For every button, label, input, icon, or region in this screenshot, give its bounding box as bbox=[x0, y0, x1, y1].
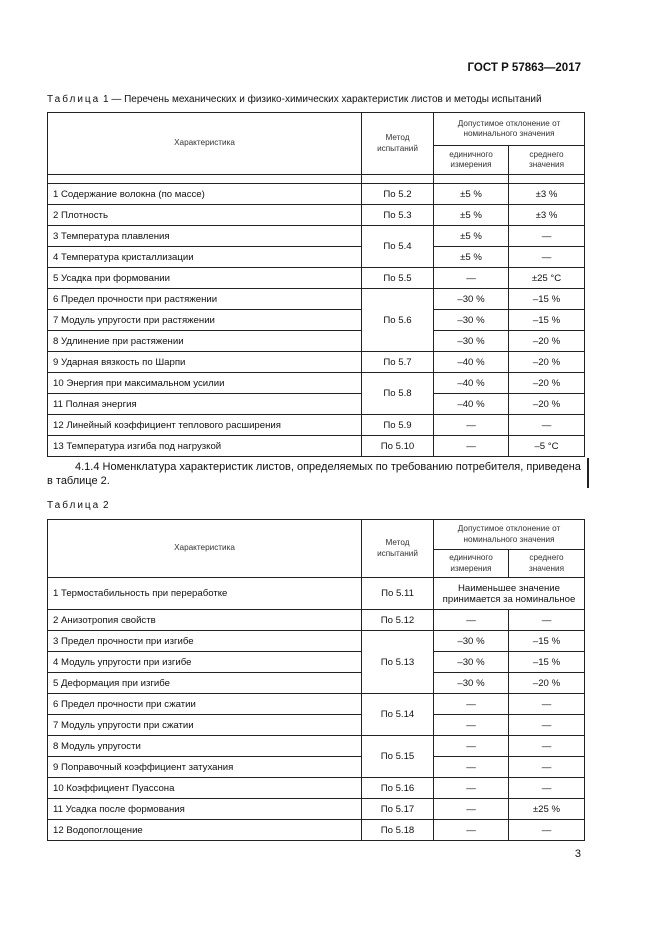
table-row bbox=[48, 610, 585, 631]
change-bar bbox=[587, 458, 589, 488]
table2-caption-word: Таблица bbox=[47, 500, 101, 511]
row-method: По 5.13 bbox=[362, 631, 434, 694]
table-row bbox=[48, 652, 585, 673]
row-name: 11 Полная энергия bbox=[48, 394, 362, 415]
table-row bbox=[48, 205, 585, 226]
row-name: 8 Удлинение при растяжении bbox=[48, 331, 362, 352]
row-mean: — bbox=[509, 778, 585, 799]
row-mean: –20 % bbox=[509, 352, 585, 373]
table1-header-tolerance: Допустимое отклонение от номинального значения bbox=[434, 113, 585, 146]
row-name: 7 Модуль упругости при растяжении bbox=[48, 310, 362, 331]
row-single: ±5 % bbox=[434, 226, 509, 247]
row-mean: –15 % bbox=[509, 289, 585, 310]
table-row bbox=[48, 352, 585, 373]
row-method: По 5.12 bbox=[362, 610, 434, 631]
row-method: По 5.15 bbox=[362, 736, 434, 778]
row-mean: — bbox=[509, 610, 585, 631]
row-name: 6 Предел прочности при сжатии bbox=[48, 694, 362, 715]
row-method: По 5.9 bbox=[362, 415, 434, 436]
row-single: — bbox=[434, 694, 509, 715]
table1-caption-word: Таблица bbox=[47, 94, 101, 105]
row-single: –40 % bbox=[434, 373, 509, 394]
row-name: 8 Модуль упругости bbox=[48, 736, 362, 757]
table-row bbox=[48, 226, 585, 247]
row-mean: — bbox=[509, 757, 585, 778]
table2-header-characteristic: Характеристика bbox=[48, 520, 362, 578]
table-row bbox=[48, 631, 585, 652]
row-mean: –15 % bbox=[509, 310, 585, 331]
row-method: По 5.8 bbox=[362, 373, 434, 415]
row-single: –30 % bbox=[434, 331, 509, 352]
row-single: –40 % bbox=[434, 394, 509, 415]
row-name: 1 Содержание волокна (по массе) bbox=[48, 184, 362, 205]
table2-caption bbox=[47, 500, 109, 511]
row-single: — bbox=[434, 436, 509, 457]
row-mean: — bbox=[509, 247, 585, 268]
row-method: По 5.3 bbox=[362, 205, 434, 226]
row-mean: — bbox=[509, 736, 585, 757]
table-row bbox=[48, 289, 585, 310]
row-mean: ±25 % bbox=[509, 799, 585, 820]
row-method: По 5.6 bbox=[362, 289, 434, 352]
row-single: — bbox=[434, 757, 509, 778]
row-mean: –20 % bbox=[509, 673, 585, 694]
row-name: 7 Модуль упругости при сжатии bbox=[48, 715, 362, 736]
row-single: — bbox=[434, 736, 509, 757]
row-single: — bbox=[434, 799, 509, 820]
row-name: 13 Температура изгиба под нагрузкой bbox=[48, 436, 362, 457]
row-method: По 5.14 bbox=[362, 694, 434, 736]
row-single: ±5 % bbox=[434, 184, 509, 205]
table-row bbox=[48, 694, 585, 715]
table1-header-single: единичного измерения bbox=[434, 146, 509, 175]
table2 bbox=[47, 519, 585, 841]
row-name: 9 Поправочный коэффициент затухания bbox=[48, 757, 362, 778]
row-name: 10 Энергия при максимальном усилии bbox=[48, 373, 362, 394]
row-single: — bbox=[434, 820, 509, 841]
row-method: По 5.18 bbox=[362, 820, 434, 841]
row-name: 3 Предел прочности при изгибе bbox=[48, 631, 362, 652]
table-row bbox=[48, 436, 585, 457]
table-row bbox=[48, 415, 585, 436]
table1-caption bbox=[47, 94, 542, 105]
row-mean: — bbox=[509, 415, 585, 436]
row-name: 1 Термостабильность при переработке bbox=[48, 578, 362, 610]
row-single: — bbox=[434, 415, 509, 436]
table1-header-characteristic: Характеристика bbox=[48, 113, 362, 175]
page-number: 3 bbox=[574, 848, 581, 860]
row-method: По 5.4 bbox=[362, 226, 434, 268]
row-mean: –15 % bbox=[509, 631, 585, 652]
row-mean: ±3 % bbox=[509, 184, 585, 205]
row-mean: –15 % bbox=[509, 652, 585, 673]
row-mean: — bbox=[509, 820, 585, 841]
row-mean: –20 % bbox=[509, 394, 585, 415]
row-mean: –20 % bbox=[509, 331, 585, 352]
row-single: — bbox=[434, 610, 509, 631]
table-row bbox=[48, 715, 585, 736]
row-mean: –20 % bbox=[509, 373, 585, 394]
table-row bbox=[48, 373, 585, 394]
table1-header-mean: среднего значения bbox=[509, 146, 585, 175]
row-single: ±5 % bbox=[434, 247, 509, 268]
table-row bbox=[48, 268, 585, 289]
table1-caption-text: 1 — Перечень механических и физико-химических характеристик листов и методы испытаний bbox=[103, 94, 542, 105]
row-single: –30 % bbox=[434, 631, 509, 652]
row-name: 6 Предел прочности при растяжении bbox=[48, 289, 362, 310]
row-method: По 5.16 bbox=[362, 778, 434, 799]
row-single: ±5 % bbox=[434, 205, 509, 226]
row-single: –30 % bbox=[434, 310, 509, 331]
row-mean: –5 °С bbox=[509, 436, 585, 457]
row-name: 4 Температура кристаллизации bbox=[48, 247, 362, 268]
table-row bbox=[48, 394, 585, 415]
row-name: 2 Анизотропия свойств bbox=[48, 610, 362, 631]
table-row bbox=[48, 673, 585, 694]
row-name: 12 Линейный коэффициент теплового расширения bbox=[48, 415, 362, 436]
table-row bbox=[48, 310, 585, 331]
table1 bbox=[47, 112, 585, 457]
table-row bbox=[48, 820, 585, 841]
table-row bbox=[48, 247, 585, 268]
row-name: 11 Усадка после формования bbox=[48, 799, 362, 820]
row-name: 5 Деформация при изгибе bbox=[48, 673, 362, 694]
row-mean: — bbox=[509, 694, 585, 715]
row-single: –30 % bbox=[434, 673, 509, 694]
table-row bbox=[48, 799, 585, 820]
table2-header-tolerance: Допустимое отклонение от номинального значения bbox=[434, 520, 585, 550]
row-method: По 5.7 bbox=[362, 352, 434, 373]
row-name: 4 Модуль упругости при изгибе bbox=[48, 652, 362, 673]
document-code: ГОСТ Р 57863—2017 bbox=[467, 62, 581, 74]
table2-caption-text: 2 bbox=[103, 500, 109, 511]
row-single: –40 % bbox=[434, 352, 509, 373]
row-name: 5 Усадка при формовании bbox=[48, 268, 362, 289]
row-mean: ±3 % bbox=[509, 205, 585, 226]
row-name: 3 Температура плавления bbox=[48, 226, 362, 247]
row-method: По 5.11 bbox=[362, 578, 434, 610]
row-name: 9 Ударная вязкость по Шарпи bbox=[48, 352, 362, 373]
row-single: — bbox=[434, 715, 509, 736]
paragraph-4-1-4: 4.1.4 Номенклатура характеристик листов, определяемых по требованию потребителя, приведена в таблице 2. bbox=[47, 461, 581, 487]
row-single: –30 % bbox=[434, 289, 509, 310]
table-row bbox=[48, 331, 585, 352]
table-row bbox=[48, 736, 585, 757]
row-method: По 5.17 bbox=[362, 799, 434, 820]
row-single: — bbox=[434, 778, 509, 799]
row-mean: ±25 °С bbox=[509, 268, 585, 289]
row-name: 10 Коэффициент Пуассона bbox=[48, 778, 362, 799]
row-method: По 5.5 bbox=[362, 268, 434, 289]
row-method: По 5.2 bbox=[362, 184, 434, 205]
row-mean: — bbox=[509, 226, 585, 247]
row-method: По 5.10 bbox=[362, 436, 434, 457]
table-row bbox=[48, 757, 585, 778]
row-single: — bbox=[434, 268, 509, 289]
table-row bbox=[48, 184, 585, 205]
table-row bbox=[48, 778, 585, 799]
row-mean: — bbox=[509, 715, 585, 736]
row-name: 2 Плотность bbox=[48, 205, 362, 226]
row-name: 12 Водопоглощение bbox=[48, 820, 362, 841]
row-single: –30 % bbox=[434, 652, 509, 673]
table1-header-method: Метод испытаний bbox=[362, 113, 434, 175]
table2-header-method: Метод испытаний bbox=[362, 520, 434, 578]
table-row bbox=[48, 578, 585, 610]
table2-header-mean: среднего значения bbox=[509, 550, 585, 578]
row-merged-note: Наименьшее значение принимается за номинальное bbox=[434, 578, 585, 610]
table2-header-single: единичного измерения bbox=[434, 550, 509, 578]
